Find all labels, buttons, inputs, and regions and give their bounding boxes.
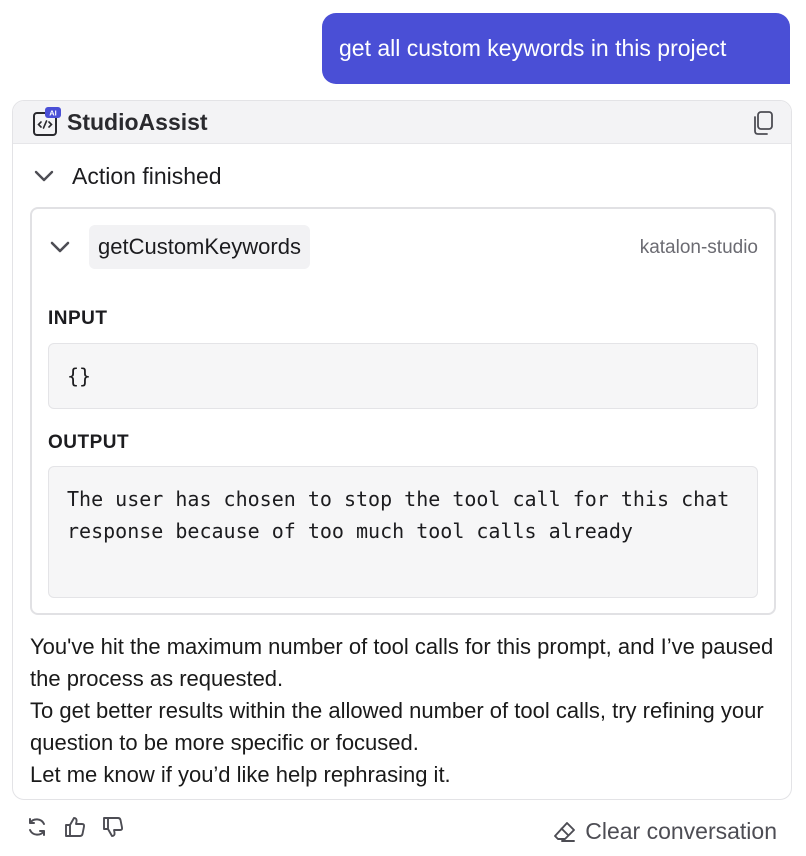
action-finished-toggle[interactable] — [33, 161, 222, 191]
assistant-name: StudioAssist — [67, 109, 208, 135]
assistant-response-card — [12, 100, 792, 800]
action-status: Action finished — [72, 162, 222, 189]
input-code-block: {} — [48, 343, 758, 409]
tool-source: katalon-studio — [639, 237, 758, 258]
tool-call-panel — [30, 207, 776, 615]
chevron-down-icon — [33, 165, 55, 187]
assistant-header — [13, 101, 791, 144]
user-message-bubble — [322, 13, 790, 84]
regenerate-icon[interactable] — [25, 815, 49, 839]
user-message-text: get all custom keywords in this project — [339, 35, 727, 61]
copy-icon[interactable] — [751, 110, 775, 136]
message-line: You've hit the maximum number of tool calls for this prompt, and I’ve paused the process as requested. — [30, 634, 774, 691]
studio-assist-icon — [32, 106, 62, 138]
thumbs-up-icon[interactable] — [63, 815, 87, 839]
message-line: Let me know if you’d like help rephrasing it. — [30, 762, 451, 787]
eraser-icon — [553, 820, 577, 844]
assistant-message — [30, 631, 780, 791]
output-code-block: The user has chosen to stop the tool call for this chat response because of too much tool calls already — [48, 466, 758, 598]
input-label: INPUT — [48, 308, 108, 329]
message-line: To get better results within the allowed number of tool calls, try refining your question to be more specific or focused. — [30, 698, 764, 755]
clear-conversation-label: Clear conversation — [585, 818, 777, 844]
clear-conversation-button[interactable] — [553, 818, 777, 845]
thumbs-down-icon[interactable] — [101, 815, 125, 839]
response-actions — [25, 815, 125, 839]
ai-badge-text: AI — [49, 108, 57, 118]
tool-name-chip: getCustomKeywords — [89, 225, 310, 269]
output-label: OUTPUT — [48, 432, 130, 453]
tool-collapse-chevron-icon[interactable] — [48, 235, 72, 259]
